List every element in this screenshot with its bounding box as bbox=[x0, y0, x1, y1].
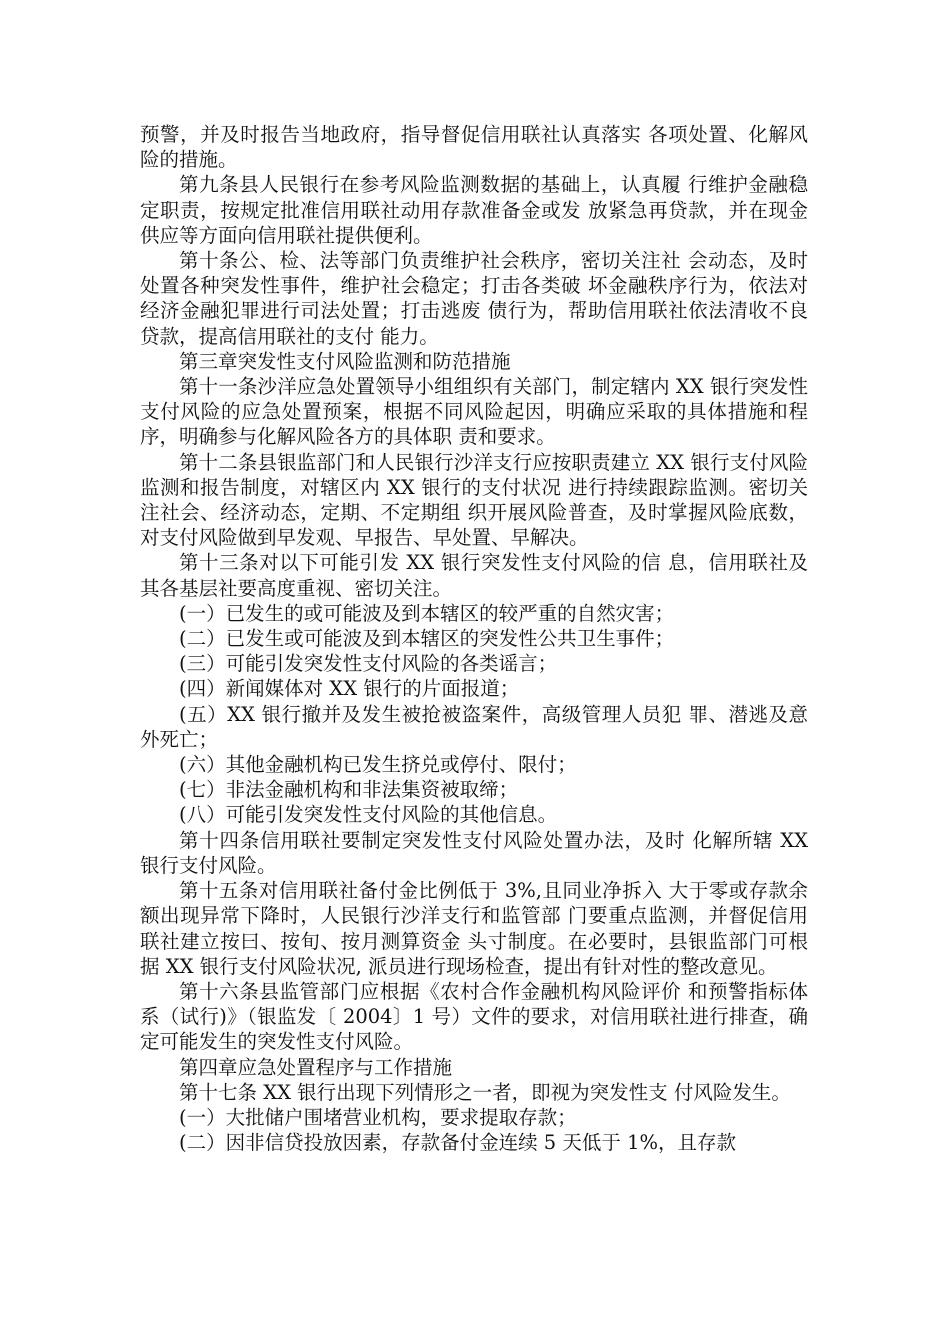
article-17-item-1: (一）大批储户围堵营业机构，要求提取存款； bbox=[179, 1105, 577, 1129]
list-item-4: (四）新闻媒体对 XX 银行的片面报道； bbox=[179, 677, 520, 701]
list-item-5: (五）XX 银行撤并及发生被抢被盗案件，高级管理人员犯 罪、潜逃及意外死亡； bbox=[140, 702, 808, 751]
list-item-8: (八）可能引发突发性支付风险的其他信息。 bbox=[179, 803, 558, 827]
list-item-2: (二）已发生或可能波及到本辖区的突发性公共卫生事件； bbox=[179, 627, 675, 651]
document-body bbox=[140, 122, 808, 1155]
paragraph-continuation: 预警，并及时报告当地政府，指导督促信用联社认真落实 各项处置、化解风险的措施。 bbox=[140, 123, 808, 172]
article-16: 第十六条县监管部门应根据《农村合作金融机构风险评价 和预警指标体系（试行)》（银监发〔 2004〕1 号）文件的要求，对信用联社进行排查，确定可能发生的突发性支付风险。 bbox=[140, 979, 808, 1054]
article-15: 第十五条对信用联社备付金比例低于 3%,且同业净拆入 大于零或存款余额出现异常下降时，人民银行沙洋支行和监管部 门要重点监测，并督促信用联社建立按曰、按旬、按月测算资金 头寸制度。在必要时，县银监部门可根据 XX 银行支付风险状况, 派员进行现场检查，提出有针对性的整改意见。 bbox=[140, 879, 808, 978]
list-item-7: (七）非法金融机构和非法集资被取缔； bbox=[179, 778, 519, 802]
article-13: 第十三条对以下可能引发 XX 银行突发性支付风险的信 息，信用联社及其各基层社要高度重视、密切关注。 bbox=[140, 551, 808, 600]
list-item-3: (三）可能引发突发性支付风险的各类谣言； bbox=[179, 652, 558, 676]
article-12: 第十二条县银监部门和人民银行沙洋支行应按职责建立 XX 银行支付风险监测和报告制度，对辖区内 XX 银行的支付状况 进行持续跟踪监测。密切关注社会、经济动态，定期、不定期组 织开展风险普查，及时掌握风险底数，对支付风险做到早发观、早报告、早处置、早解决。 bbox=[140, 450, 808, 550]
article-9: 第九条县人民银行在参考风险监测数据的基础上，认真履 行维护金融稳定职责，按规定批准信用联社动用存款准备金或发 放紧急再贷款，并在现金供应等方面向信用联社提供便利。 bbox=[140, 173, 808, 247]
article-10: 第十条公、检、法等部门负责维护社会秩序，密切关注社 会动态，及时处置各种突发性事件，维护社会稳定；打击各类破 坏金融秩序行为，依法对经济金融犯罪进行司法处置；打击逃废 债行为，帮助信用联社依法清收不良贷款，提高信用联社的支付 能力。 bbox=[140, 249, 808, 348]
chapter-4-heading: 第四章应急处置程序与工作措施 bbox=[179, 1055, 453, 1079]
chapter-3-heading: 第三章突发性支付风险监测和防范措施 bbox=[179, 349, 511, 373]
article-14: 第十四条信用联社要制定突发性支付风险处置办法，及时 化解所辖 XX 银行支付风险。 bbox=[140, 828, 808, 877]
article-17-item-2: (二）因非信贷投放因素，存款备付金连续 5 天低于 1%，且存款 bbox=[179, 1131, 737, 1155]
list-item-6: (六）其他金融机构已发生挤兑或停付、限付； bbox=[179, 753, 577, 777]
list-item-1: (一）已发生的或可能波及到本辖区的较严重的自然灾害； bbox=[179, 601, 675, 625]
article-17: 第十七条 XX 银行出现下列情形之一者，即视为突发性支 付风险发生。 bbox=[179, 1080, 791, 1104]
article-11: 第十一条沙洋应急处置领导小组组织有关部门，制定辖内 XX 银行突发性支付风险的应急处置预案，根据不同风险起因，明确应采取的具体措施和程序，明确参与化解风险各方的具体职 责和要求。 bbox=[140, 375, 808, 449]
